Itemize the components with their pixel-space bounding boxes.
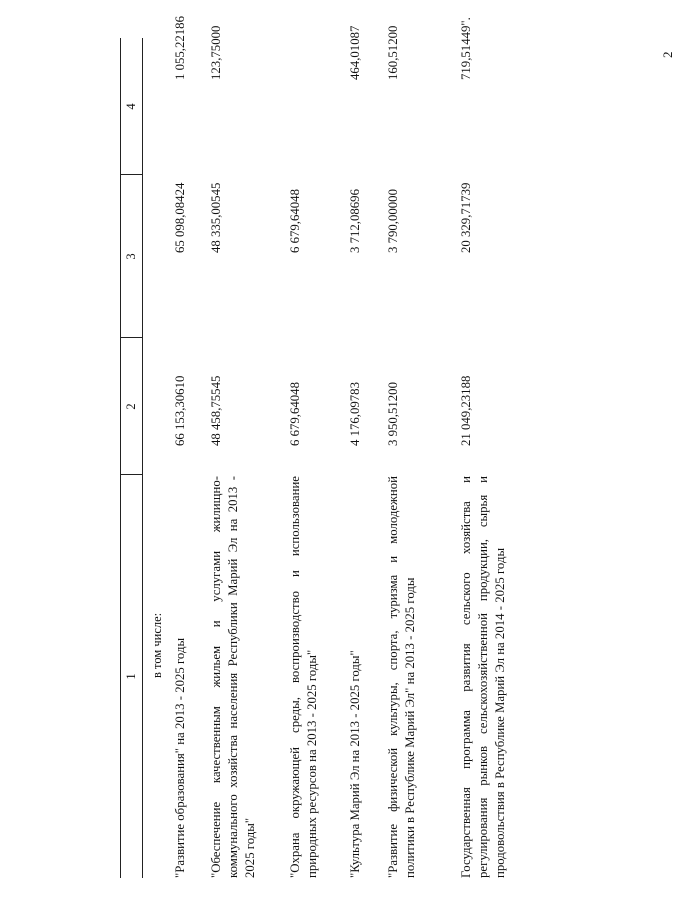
value-col-3: 3 790,00000 [386,189,400,253]
header-col-1: 1 [124,673,138,680]
value-col-4: 1 055,22186 [173,16,187,80]
value-col-4: 464,01087 [348,25,362,80]
value-col-3: 48 335,00545 [209,182,223,253]
program-name: "Развитие образования" на 2013 - 2025 годы [173,637,187,878]
value-col-3: 6 679,64048 [288,189,302,253]
program-name: "Обеспечение качественным жильем и услугами жилищно-коммунального хозяйства населения Республики Марий Эл на 2013 - 2025 годы" [209,476,257,878]
value-col-4: 719,51449". [459,17,473,80]
program-name: "Развитие физической культуры, спорта, туризма и молодежной политики в Республике Марий Эл" на 2013 - 2025 годы [386,476,417,878]
value-col-2: 6 679,64048 [288,382,302,446]
value-col-4: 160,51200 [386,25,400,80]
header-col-2: 2 [124,403,138,410]
value-col-3: 3 712,08696 [348,189,362,253]
rotated-table [120,16,520,878]
value-col-2: 21 049,23188 [459,375,473,446]
subtitle-including: в том числе: [150,612,164,678]
header-col-4: 4 [124,103,138,110]
program-name: "Культура Марий Эл на 2013 - 2025 годы" [348,650,362,878]
value-col-3: 65 098,08424 [173,182,187,253]
value-col-2: 66 153,30610 [173,375,187,446]
value-col-2: 3 950,51200 [386,382,400,446]
value-col-4: 123,75000 [209,25,223,80]
page-number: 2 [660,51,675,58]
value-col-2: 48 458,75545 [209,375,223,446]
header-col-3: 3 [124,253,138,260]
table-top-border [120,38,121,878]
header-bottom-border [142,38,143,878]
value-col-2: 4 176,09783 [348,382,362,446]
program-name: "Охрана окружающей среды, воспроизводство и использование природных ресурсов на 2013 - 2025 годы" [288,476,319,878]
value-col-3: 20 329,71739 [459,182,473,253]
program-name: Государственная программа развития сельского хозяйства и регулирования рынков сельскохозяйственной продукции, сырья и продовольствия в Республике Марий Эл на 2014 - 2025 годы [459,476,507,878]
